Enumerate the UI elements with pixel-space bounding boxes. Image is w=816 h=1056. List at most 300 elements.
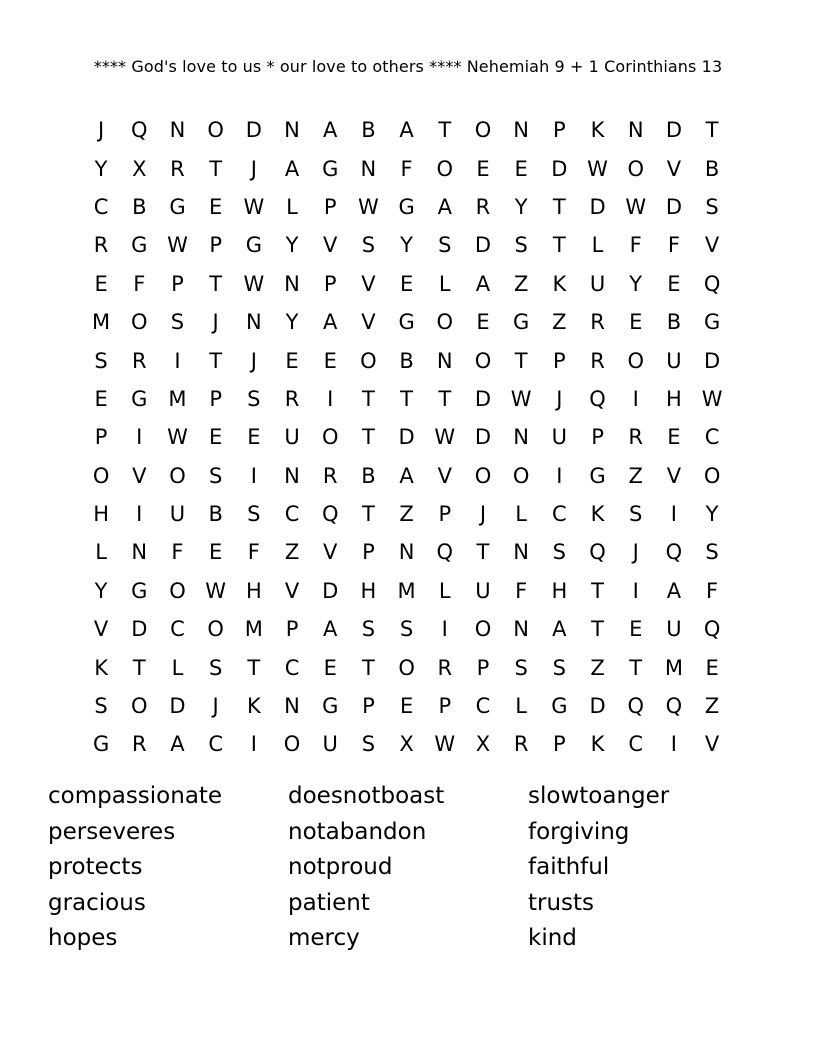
grid-letter: T [438,118,452,143]
grid-letter: P [553,348,566,373]
grid-letter: R [437,655,453,680]
grid-letter: J [556,386,563,411]
grid-letter: Q [627,694,644,719]
grid-letter: O [474,348,492,373]
grid-letter: C [552,502,567,527]
word-column [528,779,768,957]
grid-row [82,380,732,418]
grid-letter: G [131,233,148,258]
grid-letter: N [245,310,262,335]
grid-letter: Q [131,118,148,143]
grid-letter: T [209,348,223,373]
grid-letter: O [360,348,377,373]
grid-letter: O [131,310,148,335]
grid-letter: F [515,578,528,603]
grid-letter: Q [436,540,454,565]
grid-letter: G [169,194,186,219]
grid-letter: P [94,425,108,450]
grid-letter: S [514,233,528,258]
grid-letter: R [590,310,605,335]
grid-letter: N [360,156,377,181]
grid-letter: O [169,463,186,488]
grid-letter: L [515,502,527,527]
grid-letter: H [93,502,109,527]
grid-letter: I [174,348,181,373]
grid-letter: N [284,463,300,488]
grid-letter: S [361,617,376,642]
grid-letter: K [552,271,567,296]
grid-letter: T [361,386,375,411]
grid-letter: A [323,310,338,335]
grid-letter: L [515,694,527,719]
grid-letter: F [667,233,680,258]
word-item: forgiving [528,818,630,845]
grid-letter: B [132,194,147,219]
grid-letter: O [474,118,492,143]
word-item: hopes [48,925,118,951]
grid-letter: E [667,425,681,450]
grid-letter: Z [399,502,414,527]
grid-letter: T [629,655,643,680]
grid-letter: V [437,463,452,488]
grid-letter: T [552,194,566,219]
grid-letter: B [208,502,223,527]
grid-letter: A [399,118,414,143]
grid-letter: R [131,348,147,373]
grid-letter: I [250,732,257,757]
grid-letter: T [132,655,146,680]
word-column [48,779,288,957]
grid-letter: J [632,540,639,565]
grid-letter: W [167,425,188,450]
word-item: protects [48,854,143,880]
grid-letter: I [136,502,143,527]
grid-letter: A [437,194,452,219]
grid-row [82,725,732,763]
grid-letter: V [704,233,720,258]
word-item: notabandon [288,818,427,845]
grid-letter: J [250,348,257,373]
grid-letter: E [399,694,414,719]
grid-letter: T [400,386,413,411]
grid-letter: S [361,233,376,258]
grid-letter: M [664,655,683,680]
grid-letter: D [551,156,568,181]
grid-letter: O [512,463,530,488]
grid-letter: E [209,425,223,450]
grid-row [82,418,732,456]
grid-letter: O [474,463,492,488]
grid-letter: S [170,310,185,335]
grid-letter: R [93,233,109,258]
grid-letter: I [670,502,677,527]
grid-row [82,495,732,533]
grid-letter: N [627,118,644,143]
grid-letter: I [556,463,563,488]
grid-letter: E [399,271,414,296]
grid-letter: E [209,194,223,219]
grid-row [82,226,732,264]
grid-letter: D [474,233,492,258]
grid-letter: O [131,694,148,719]
grid-letter: P [438,502,452,527]
grid-letter: Z [590,655,605,680]
word-item: faithful [528,854,610,880]
grid-letter: R [170,156,185,181]
grid-letter: B [704,156,720,181]
grid-row [82,572,732,610]
word-item: mercy [288,925,360,951]
grid-letter: O [169,578,186,603]
grid-row [82,188,732,226]
grid-letter: U [551,425,568,450]
grid-row [82,341,732,379]
grid-row [82,648,732,686]
grid-letter: E [629,617,643,642]
grid-letter: Q [703,617,721,642]
grid-letter: O [207,118,224,143]
grid-row [82,265,732,303]
grid-letter: S [247,502,261,527]
grid-letter: W [358,194,379,219]
grid-letter: Y [285,310,299,335]
grid-letter: F [400,156,413,181]
grid-letter: B [399,348,414,373]
grid-letter: G [398,194,415,219]
grid-letter: K [590,502,605,527]
grid-letter: W [167,233,188,258]
grid-letter: T [361,425,375,450]
grid-letter: H [551,578,568,603]
grid-letter: O [283,732,301,757]
grid-letter: D [131,617,148,642]
grid-letter: A [323,118,338,143]
grid-letter: A [399,463,414,488]
grid-letter: W [434,732,456,757]
grid-letter: P [323,271,337,296]
grid-row [82,149,732,187]
grid-letter: P [476,655,490,680]
word-list [48,779,768,957]
grid-row [82,687,732,725]
grid-letter: G [551,694,568,719]
grid-letter: W [587,156,608,181]
grid-letter: A [666,578,682,603]
grid-letter: V [666,463,682,488]
grid-letter: U [666,617,682,642]
word-item: trusts [528,889,595,916]
grid-letter: O [207,617,224,642]
grid-letter: T [209,156,223,181]
grid-letter: I [632,386,639,411]
grid-letter: V [704,732,720,757]
grid-letter: Y [629,271,643,296]
grid-letter: J [250,156,257,181]
grid-letter: C [475,694,491,719]
grid-letter: H [245,578,262,603]
grid-letter: T [438,386,452,411]
grid-letter: I [327,386,334,411]
grid-letter: S [705,540,719,565]
grid-letter: G [589,463,606,488]
grid-letter: P [362,540,375,565]
grid-letter: A [284,156,300,181]
grid-row [82,457,732,495]
grid-letter: T [591,617,604,642]
grid-letter: S [94,348,108,373]
grid-letter: I [136,425,143,450]
grid-letter: O [474,617,492,642]
grid-letter: K [246,694,261,719]
grid-letter: Y [514,194,528,219]
grid-letter: J [212,310,219,335]
grid-letter: I [250,463,257,488]
grid-letter: W [243,194,265,219]
grid-letter: E [94,271,108,296]
grid-letter: G [703,310,721,335]
grid-letter: D [589,694,606,719]
grid-letter: Y [400,233,413,258]
grid-letter: R [628,425,644,450]
grid-letter: B [361,118,376,143]
grid-letter: D [169,694,186,719]
grid-letter: H [666,386,682,411]
grid-letter: W [243,271,265,296]
grid-letter: T [552,233,566,258]
grid-letter: L [591,233,604,258]
grid-letter: Z [284,540,300,565]
grid-letter: L [171,655,184,680]
grid-letter: Y [94,578,108,603]
grid-letter: E [476,156,490,181]
grid-letter: O [703,463,721,488]
word-item: slowtoanger [528,783,670,809]
grid-letter: C [284,502,300,527]
grid-letter: V [361,310,376,335]
grid-row [82,610,732,648]
grid-letter: E [94,386,108,411]
grid-letter: T [476,540,490,565]
grid-letter: J [479,502,487,527]
grid-letter: S [247,386,261,411]
grid-letter: L [438,578,451,603]
grid-letter: W [510,386,532,411]
grid-letter: Z [704,694,720,719]
grid-letter: O [436,310,454,335]
grid-letter: I [441,617,448,642]
grid-letter: V [284,578,300,603]
grid-letter: N [169,118,186,143]
grid-letter: V [323,540,338,565]
grid-letter: Q [589,540,606,565]
grid-letter: X [132,156,147,181]
grid-letter: E [285,348,299,373]
grid-letter: G [398,310,415,335]
grid-letter: D [474,386,492,411]
grid-letter: X [475,732,491,757]
word-item: notproud [288,854,393,880]
grid-letter: N [131,540,148,565]
grid-letter: Q [703,271,721,296]
grid-letter: U [322,732,338,757]
grid-letter: G [131,578,148,603]
grid-letter: Y [94,156,108,181]
grid-letter: V [361,271,376,296]
grid-letter: U [169,502,186,527]
grid-letter: V [666,156,682,181]
grid-letter: P [285,617,299,642]
grid-letter: N [513,425,530,450]
grid-letter: A [475,271,491,296]
grid-letter: R [284,386,300,411]
grid-letter: E [323,348,337,373]
grid-letter: T [361,655,375,680]
grid-letter: T [209,271,223,296]
grid-letter: F [706,578,719,603]
grid-letter: E [667,271,681,296]
grid-row [82,533,732,571]
grid-letter: R [475,194,491,219]
grid-letter: O [627,156,644,181]
grid-letter: J [97,118,105,143]
grid-letter: G [322,156,339,181]
word-item: doesnotboast [288,783,445,809]
grid-letter: S [208,463,223,488]
grid-letter: F [133,271,146,296]
grid-letter: H [360,578,377,603]
grid-letter: G [322,694,339,719]
grid-letter: S [208,655,223,680]
grid-letter: C [170,617,185,642]
grid-letter: A [552,617,567,642]
grid-letter: D [398,425,415,450]
grid-letter: O [92,463,110,488]
grid-letter: L [286,194,298,219]
grid-letter: Y [285,233,299,258]
grid-letter: N [284,271,300,296]
grid-letter: E [514,156,528,181]
grid-letter: E [705,655,719,680]
grid-letter: O [627,348,644,373]
grid-letter: P [209,233,222,258]
grid-letter: G [92,732,110,757]
grid-letter: R [322,463,338,488]
grid-letter: S [552,655,567,680]
grid-letter: U [589,271,606,296]
grid-letter: D [245,118,262,143]
grid-letter: P [591,425,604,450]
letter-grid [82,111,732,764]
grid-row [82,303,732,341]
grid-letter: T [514,348,528,373]
word-item: patient [288,889,370,916]
grid-letter: E [323,655,337,680]
grid-letter: B [666,310,682,335]
grid-letter: C [93,194,109,219]
grid-letter: W [205,578,227,603]
grid-letter: K [590,118,605,143]
grid-letter: D [665,118,682,143]
grid-letter: M [244,617,263,642]
grid-letter: A [170,732,185,757]
grid-letter: D [704,348,721,373]
grid-letter: O [321,425,339,450]
grid-letter: O [436,156,454,181]
grid-letter: Q [665,540,683,565]
grid-letter: C [208,732,223,757]
grid-letter: P [362,694,375,719]
grid-letter: X [399,732,414,757]
grid-letter: A [323,617,338,642]
grid-letter: P [438,694,452,719]
grid-letter: G [131,386,148,411]
grid-letter: R [131,732,147,757]
grid-letter: T [591,578,604,603]
grid-letter: B [361,463,376,488]
grid-letter: Q [589,386,606,411]
grid-letter: S [399,617,414,642]
grid-letter: E [247,425,261,450]
grid-letter: N [398,540,415,565]
grid-letter: P [209,386,222,411]
grid-letter: Q [321,502,339,527]
grid-letter: S [629,502,643,527]
grid-letter: W [701,386,723,411]
grid-letter: S [361,732,376,757]
grid-letter: U [284,425,300,450]
grid-letter: L [95,540,107,565]
grid-letter: N [284,694,300,719]
grid-letter: T [705,118,719,143]
word-column [288,779,528,957]
grid-letter: N [284,118,300,143]
grid-letter: P [553,732,566,757]
word-item: perseveres [48,818,176,845]
grid-letter: R [513,732,529,757]
grid-letter: K [94,655,108,680]
grid-letter: U [475,578,491,603]
grid-letter: S [94,694,108,719]
grid-letter: F [171,540,184,565]
grid-letter: O [398,655,415,680]
grid-letter: W [434,425,456,450]
grid-letter: D [322,578,339,603]
grid-letter: T [361,502,375,527]
grid-letter: I [670,732,677,757]
grid-letter: D [474,425,492,450]
grid-letter: P [553,118,566,143]
grid-letter: E [209,540,223,565]
grid-letter: S [705,194,719,219]
grid-letter: E [476,310,490,335]
grid-letter: W [625,194,647,219]
grid-letter: S [552,540,567,565]
grid-letter: E [629,310,643,335]
grid-letter: Q [665,694,683,719]
grid-letter: V [132,463,147,488]
grid-letter: N [513,118,530,143]
grid-letter: M [168,386,187,411]
word-item: gracious [48,889,146,916]
grid-letter: I [632,578,639,603]
grid-letter: J [212,694,219,719]
grid-letter: Z [513,271,529,296]
grid-letter: G [245,233,262,258]
grid-letter: L [438,271,451,296]
grid-letter: S [514,655,528,680]
grid-letter: N [436,348,453,373]
grid-row [82,111,732,149]
